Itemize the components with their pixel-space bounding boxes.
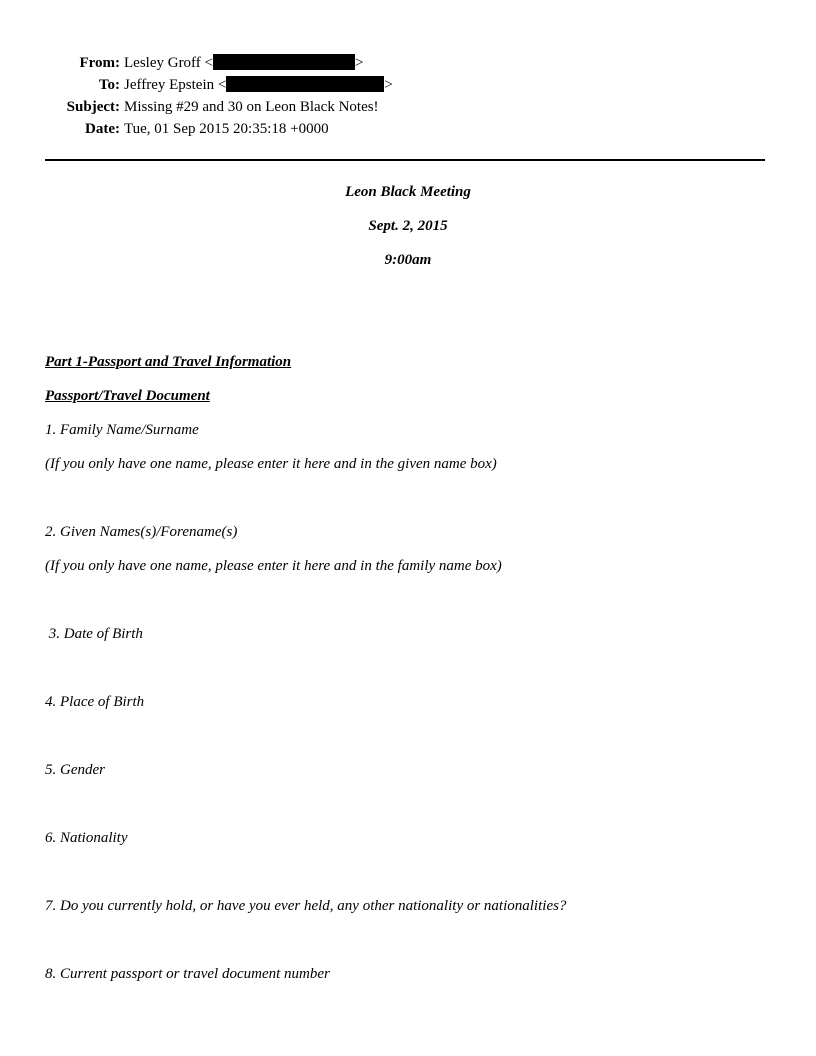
date-label: Date:	[85, 121, 120, 137]
from-value	[124, 52, 363, 74]
email-header	[0, 52, 816, 140]
meeting-time: 9:00am	[384, 252, 432, 268]
date-value: Tue, 01 Sep 2015 20:35:18 +0000	[124, 121, 329, 137]
question-5: 5. Gender	[45, 762, 105, 778]
question-1-note: (If you only have one name, please enter it here and in the given name box)	[45, 456, 497, 472]
redacted-from-email	[213, 54, 355, 70]
subject-label: Subject:	[66, 99, 120, 115]
question-2: 2. Given Names(s)/Forename(s)	[45, 524, 238, 540]
part-heading: Part 1-Passport and Travel Information	[45, 354, 292, 370]
to-label: To:	[98, 77, 120, 93]
from-close: >	[355, 55, 364, 71]
meeting-title: Leon Black Meeting	[345, 184, 471, 200]
from-row	[0, 52, 816, 74]
question-7: 7. Do you currently hold, or have you ever held, any other nationality or nationalities?	[45, 898, 567, 914]
to-value	[124, 74, 393, 96]
question-4: 4. Place of Birth	[45, 694, 145, 710]
to-close: >	[384, 77, 393, 93]
question-2-note: (If you only have one name, please enter it here and in the family name box)	[45, 558, 502, 574]
to-name: Jeffrey Epstein <	[124, 77, 227, 93]
meeting-date: Sept. 2, 2015	[368, 218, 448, 234]
question-6: 6. Nationality	[45, 830, 128, 846]
date-row	[0, 118, 816, 140]
header-divider	[45, 159, 765, 161]
from-label: From:	[79, 55, 120, 71]
from-name: Lesley Groff <	[124, 55, 213, 71]
subject-row	[0, 96, 816, 118]
subject-value: Missing #29 and 30 on Leon Black Notes!	[124, 99, 379, 115]
question-8: 8. Current passport or travel document number	[45, 966, 330, 982]
to-row	[0, 74, 816, 96]
section-heading: Passport/Travel Document	[45, 388, 210, 404]
question-3: 3. Date of Birth	[45, 626, 143, 642]
question-1: 1. Family Name/Surname	[45, 422, 199, 438]
redacted-to-email	[226, 76, 384, 92]
